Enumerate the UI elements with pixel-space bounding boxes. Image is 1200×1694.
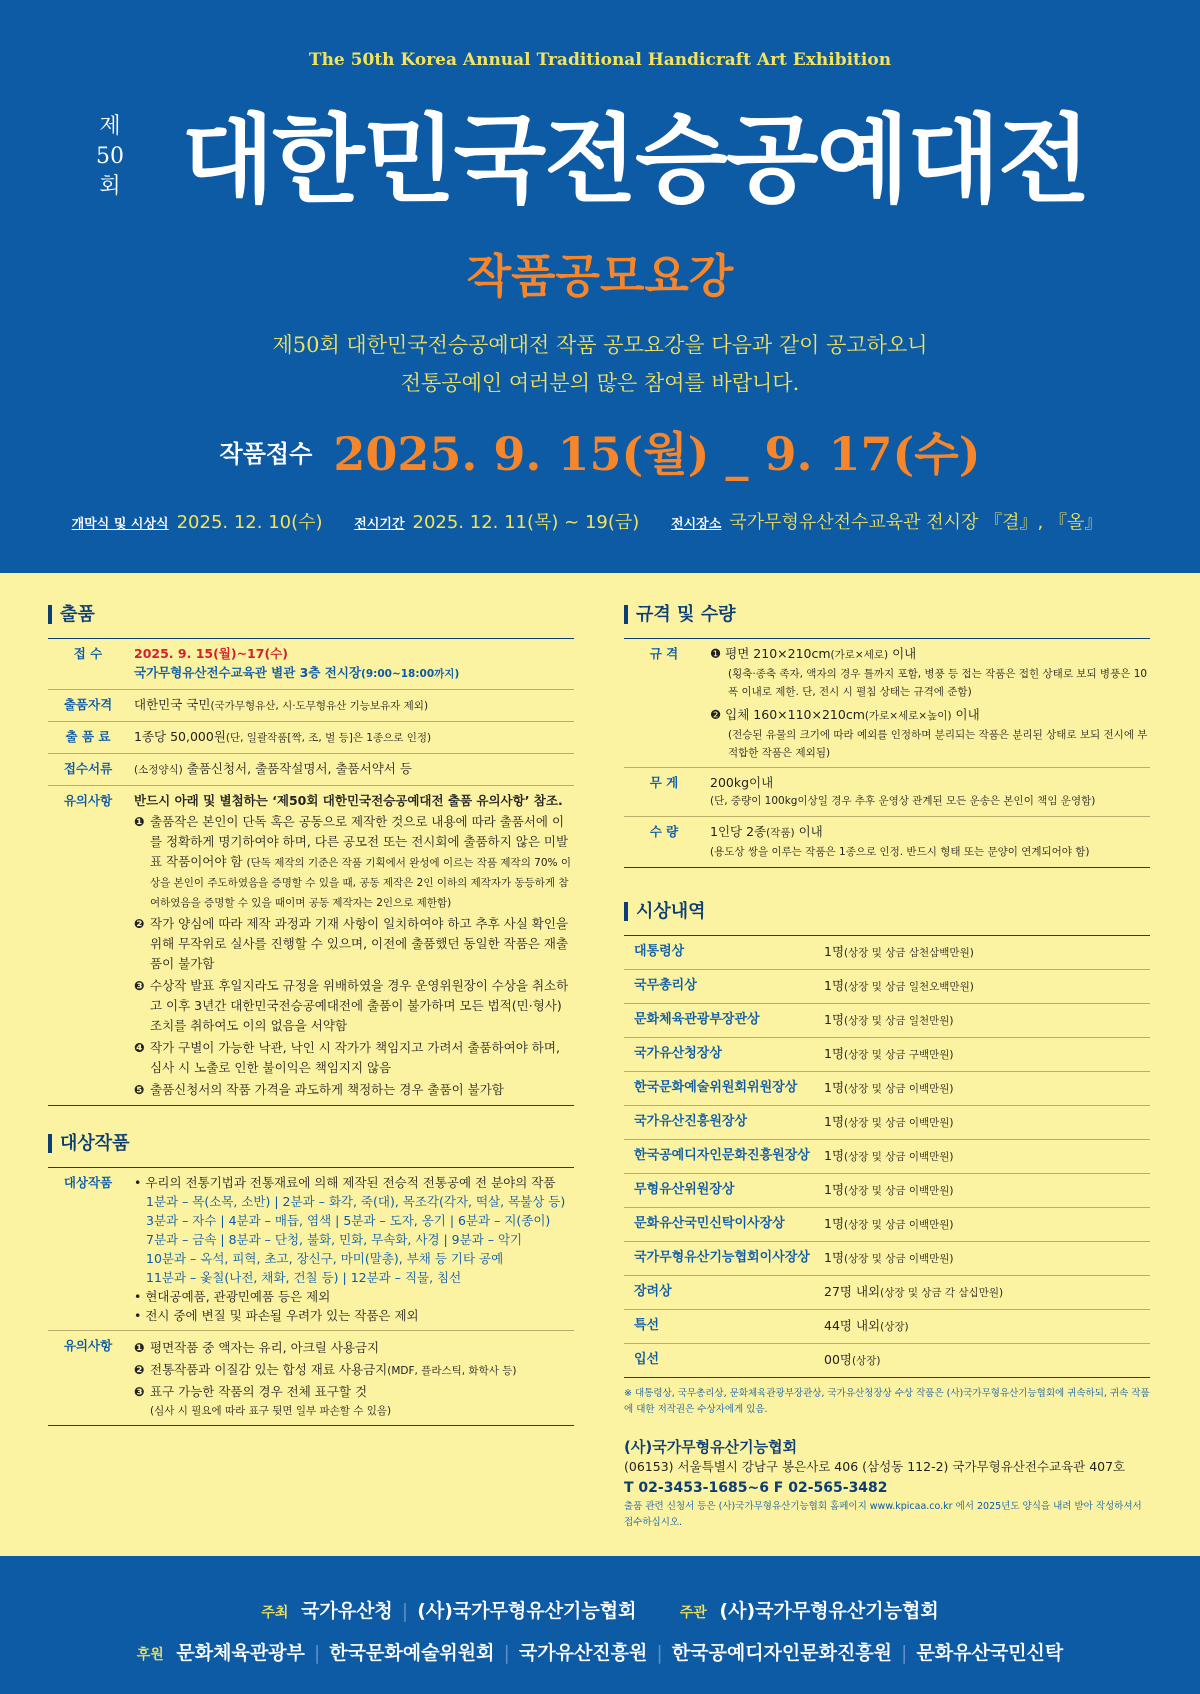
- row-label: 유의사항: [63, 793, 113, 808]
- row-label: 무 게: [649, 775, 679, 790]
- edition-ordinal: [90, 112, 130, 202]
- footer-banner: [0, 1556, 1200, 1694]
- association-address: (06153) 서울특별시 강남구 봉은사로 406 (삼성동 112-2) 국가무형유산전수교육관 407호: [624, 1459, 1126, 1474]
- event-info: [0, 508, 1200, 534]
- reception-hours: (9:00~18:00까지): [361, 668, 460, 680]
- reception-label: 작품접수: [219, 439, 313, 468]
- right-column: [624, 605, 1150, 1531]
- divider: |: [401, 1600, 409, 1622]
- entry-fee: 1종당 50,000원: [134, 729, 226, 744]
- size-flat: ❶ 평면 210×210cm(가로×세로) 이내: [710, 646, 917, 661]
- ordinal-2: 50: [96, 144, 124, 169]
- table-row: [48, 639, 574, 690]
- table-row: [624, 817, 1150, 867]
- subtitle: 작품공모요강: [466, 249, 734, 303]
- target-line: • 현대공예품, 관광민예품 등은 제외: [134, 1289, 331, 1304]
- table-row: [48, 690, 574, 722]
- prize-row: 국가유산청장상 1명(상장 및 상금 구백만원): [624, 1038, 1150, 1072]
- caution-item: ❹ 작가 구별이 가능한 낙관, 낙인 시 작가가 책임지고 가려서 출품하여야 하며, 심사 시 노출로 인한 불이익은 책임지지 않음: [134, 1040, 560, 1075]
- weight: 200kg이내: [710, 775, 774, 790]
- caution-item: ❷ 작가 양심에 따라 제작 과정과 기재 사항이 일치하여야 하고 추후 사실 확인을 위해 무작위로 실사를 진행할 수 있으며, 이전에 출품했던 동일한 작품은 재출품이 불가함: [134, 916, 569, 971]
- intro-line-1: 제50회 대한민국전승공예대전 작품 공모요강을 다음과 같이 공고하오니: [272, 333, 928, 357]
- prize-row: 문화체육관광부장관상 1명(상장 및 상금 일천만원): [624, 1004, 1150, 1038]
- venue-label: 전시장소: [671, 517, 722, 532]
- organizer-label: 주관: [679, 1605, 707, 1621]
- prize-row: 문화유산국민신탁이사장상 1명(상장 및 상금 이백만원): [624, 1208, 1150, 1242]
- prize-row: 국가유산진흥원장상 1명(상장 및 상금 이백만원): [624, 1106, 1150, 1140]
- section-submission-title: 출품: [48, 605, 574, 624]
- material-caution: ❸ 표구 가능한 작품의 경우 전체 표구할 것 (심사 시 필요에 따라 표구 뒷면 일부 파손할 수 있음): [134, 1384, 392, 1417]
- ordinal-3: 회: [99, 174, 121, 199]
- spec-table: [624, 638, 1150, 868]
- prize-row: 특선 44명 내외(상장): [624, 1310, 1150, 1344]
- row-label: 유의사항: [63, 1338, 113, 1353]
- table-row: [48, 722, 574, 754]
- target-line: • 우리의 전통기법과 전통재료에 의해 제작된 전승적 전통공예 전 분야의 작품: [134, 1175, 556, 1190]
- period-value: 2025. 12. 11(목) ~ 19(금): [412, 512, 640, 533]
- caution-item: ❺ 출품신청서의 작품 가격을 과도하게 책정하는 경우 출품이 불가함: [134, 1082, 504, 1097]
- table-row: [48, 786, 574, 1105]
- prize-row: 장려상 27명 내외(상장 및 상금 각 삼십만원): [624, 1276, 1150, 1310]
- organizer-org: (사)국가무형유산기능협회: [719, 1600, 939, 1622]
- weight-note: (단, 중량이 100kg이상일 경우 추후 운영상 관계된 모든 운송은 본인이 책임 운영함): [710, 795, 1096, 807]
- material-caution: ❷ 전통작품과 이질감 있는 합성 재료 사용금지(MDF, 플라스틱, 화학사 등): [134, 1362, 517, 1377]
- reception-dates: 2025. 9. 15(월)~17(수): [134, 646, 288, 661]
- section-prizes-title: 시상내역: [624, 902, 1150, 921]
- eligibility: 대한민국 국민: [134, 697, 211, 712]
- divider: |: [656, 1642, 663, 1664]
- row-label: 수 량: [649, 824, 679, 839]
- row-label: 출품자격: [63, 697, 113, 712]
- sponsor-org: 한국문화예술위원회: [329, 1642, 495, 1664]
- english-title: The 50th Korea Annual Traditional Handicraft Art Exhibition: [308, 50, 892, 70]
- table-row: [624, 768, 1150, 817]
- ceremony-value: 2025. 12. 10(수): [176, 512, 323, 533]
- documents: 출품신청서, 출품작설명서, 출품서약서 등: [186, 761, 412, 776]
- host-row: [0, 1596, 1200, 1623]
- association-name: (사)국가무형유산기능협회: [624, 1438, 798, 1456]
- reception-place-name: 국가무형유산전수교육관 별관 3층 전시장: [134, 665, 362, 680]
- prize-row: 입선 00명(상장): [634, 1352, 881, 1367]
- reception-period: [0, 418, 1200, 484]
- divider: |: [313, 1642, 321, 1664]
- sponsor-org: 문화유산국민신탁: [916, 1642, 1064, 1664]
- row-label: 대상작품: [63, 1175, 113, 1190]
- venue-value: 국가무형유산전수교육관 전시장 『결』, 『올』: [729, 512, 1103, 533]
- row-label: 출 품 료: [65, 729, 111, 744]
- caution-item: ❸ 수상작 발표 후일지라도 규정을 위배하였을 경우 운영위원장이 수상을 취소하고 이후 3년간 대한민국전승공예대전에 출품이 불가하며 모든 법적(민·형사) 조치를 취하여도 이의 없음을 서약함: [134, 978, 569, 1033]
- prize-row: 대통령상 1명(상장 및 상금 삼천삼백만원): [624, 936, 1150, 970]
- table-row: [48, 754, 574, 786]
- header-banner: [0, 0, 1200, 573]
- table-row: [624, 639, 1150, 768]
- section-target-title: 대상작품: [48, 1134, 574, 1153]
- intro-line-2: 전통공예인 여러분의 많은 참여를 바랍니다.: [400, 371, 800, 395]
- period-label: 전시기간: [354, 517, 405, 532]
- quantity: 1인당 2종(작품) 이내: [710, 824, 823, 839]
- entry-fee-note: (단, 일괄작품[짝, 조, 벌 등]은 1종으로 인정): [225, 732, 432, 744]
- target-line: 7분과 – 금속 | 8분과 – 단청, 불화, 민화, 무속화, 사경 | 9분과 – 악기: [146, 1232, 523, 1247]
- ceremony-label: 개막식 및 시상식: [71, 517, 169, 532]
- prize-row: 국가무형유산기능협회이사장상 1명(상장 및 상금 이백만원): [624, 1242, 1150, 1276]
- association-phone: T 02-3453-1685~6 F 02-565-3482: [624, 1480, 888, 1496]
- prize-row: 무형유산위원장상 1명(상장 및 상금 이백만원): [624, 1174, 1150, 1208]
- target-line: 11분과 – 옻칠(나전, 채화, 건칠 등) | 12분과 – 직물, 침선: [146, 1270, 462, 1285]
- prize-row: 국무총리상 1명(상장 및 상금 일천오백만원): [624, 970, 1150, 1004]
- submission-table: [48, 638, 574, 1106]
- divider: |: [503, 1642, 510, 1664]
- caution-item: ❶ 출품작은 본인이 단독 혹은 공동으로 제작한 것으로 내용에 따라 출품서에 이를 정확하게 명기하여야 하며, 다른 공모전 또는 전시회에 출품하지 않은 미발표 작품이어야 함 (단독 제작의 기준은 작품 기획에서 완성에 이르는 작품 제작의 70% 이상을 본인이 주도하였음을 증명할 수 있을 때, 공동 제작은 2인 이하의 제작자가 동등하게 참여하였음을 증명할 수 있을 때이며 공동 제작자는 2인으로 제한함): [134, 814, 571, 909]
- size-solid-note: (전승된 유물의 크기에 따라 예외를 인정하며 분리되는 작품은 분리된 상태로 보되 전시에 부적합한 작품은 제외됨): [728, 729, 1148, 759]
- sponsor-label: 후원: [136, 1647, 164, 1663]
- prize-row: 한국문화예술위원회위원장상 1명(상장 및 상금 이백만원): [624, 1072, 1150, 1106]
- ordinal-1: 제: [99, 114, 121, 139]
- prize-row: 한국공예디자인문화진흥원장상 1명(상장 및 상금 이백만원): [624, 1140, 1150, 1174]
- sponsor-org: 국가유산진흥원: [518, 1642, 648, 1664]
- size-solid: ❷ 입체 160×110×210cm(가로×세로×높이) 이내: [710, 707, 980, 722]
- intro-text: [0, 326, 1200, 402]
- sponsor-org: 문화체육관광부: [176, 1642, 305, 1664]
- prize-footnote: ※ 대통령상, 국무총리상, 문화체육관광부장관상, 국가유산청장상 수상 작품은 (사)국가무형유산기능협회에 귀속하되, 귀속 작품에 대한 저작권은 수상자에게 있음.: [624, 1388, 1150, 1415]
- prize-table: [624, 935, 1150, 1378]
- target-line: 1분과 – 목(소목, 소반) | 2분과 – 화각, 죽(대), 목조각(각자, 떡살, 목불상 등): [146, 1194, 566, 1209]
- reception-place: [134, 663, 574, 684]
- target-line: 3분과 – 자수 | 4분과 – 매듭, 염색 | 5분과 – 도자, 옹기 | 6분과 – 지(종이): [146, 1213, 551, 1228]
- application-note: 출품 관련 신청서 등은 (사)국가무형유산기능협회 홈페이지 www.kpicaa.co.kr 에서 2025년도 양식을 내려 받아 작성하셔서 접수하십시오.: [624, 1501, 1142, 1528]
- target-line: 10분과 – 옥석, 피혁, 초고, 장신구, 마미(말총), 부채 등 기타 공예: [146, 1251, 504, 1266]
- target-table: [48, 1167, 574, 1426]
- row-label: 접수서류: [63, 761, 113, 776]
- table-row: [48, 1331, 574, 1425]
- host-label: 주최: [261, 1605, 289, 1621]
- material-caution: ❶ 평면작품 중 액자는 유리, 아크릴 사용금지: [134, 1340, 380, 1355]
- main-title: 대한민국전승공예대전: [181, 104, 1089, 216]
- caution-lead: 반드시 아래 및 별첨하는 ‘제50회 대한민국전승공예대전 출품 유의사항’ 참조.: [134, 793, 563, 808]
- sponsor-row: [0, 1638, 1200, 1665]
- size-flat-note: (횡축·종축 족자, 액자의 경우 틀까지 포함, 병풍 등 접는 작품은 접힌 상태로 보되 병풍은 10폭 이내로 제한. 단, 전시 시 펼침 상태는 규격에 준함): [728, 668, 1148, 698]
- section-spec-title: 규격 및 수량: [624, 605, 1150, 624]
- eligibility-note: (국가무형유산, 시·도무형유산 기능보유자 제외): [210, 700, 429, 712]
- target-line: • 전시 중에 변질 및 파손될 우려가 있는 작품은 제외: [134, 1308, 419, 1323]
- row-label: 규 격: [649, 646, 679, 661]
- left-column: [48, 605, 574, 1426]
- quantity-note: (용도상 쌍을 이루는 작품은 1종으로 인정. 반드시 형태 또는 문양이 연계되어야 함): [710, 846, 1090, 858]
- sponsor-org: 한국공예디자인문화진흥원: [671, 1642, 893, 1664]
- host-org: 국가유산청: [301, 1600, 393, 1622]
- divider: |: [901, 1642, 908, 1664]
- host-org: (사)국가무형유산기능협회: [417, 1600, 637, 1622]
- documents-note: (소정양식): [134, 764, 183, 776]
- table-row: [48, 1168, 574, 1331]
- reception-date: 2025. 9. 15(월) _ 9. 17(수): [333, 427, 981, 481]
- row-label: 접 수: [73, 646, 103, 661]
